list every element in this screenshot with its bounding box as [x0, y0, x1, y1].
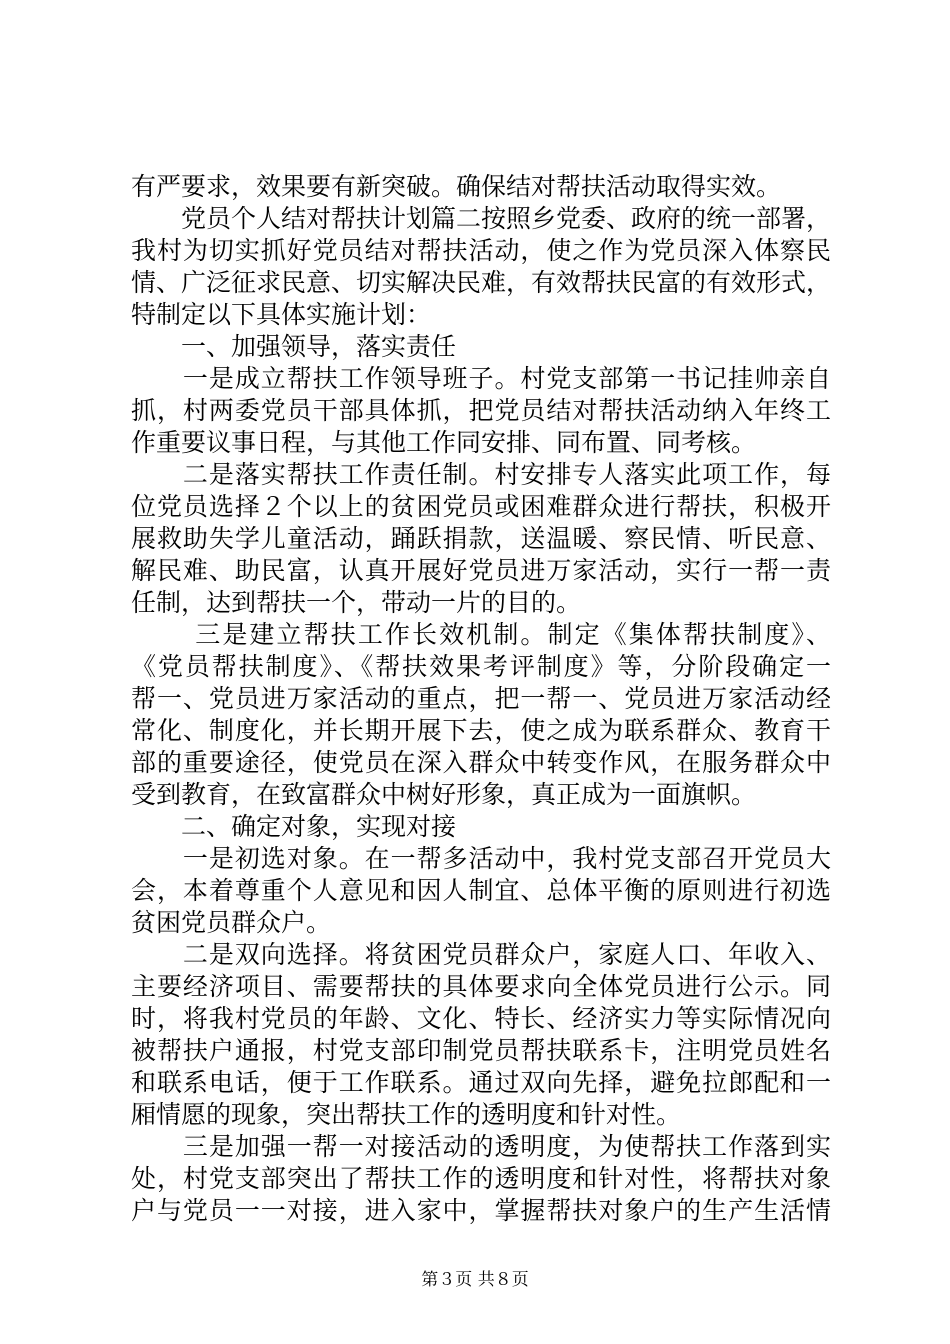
text-line: 时，将我村党员的年龄、文化、特长、经济实力等实际情况向	[131, 1004, 831, 1033]
text-line: 三是加强一帮一对接活动的透明度，为使帮扶工作落到实	[131, 1132, 831, 1161]
section-heading: 一、加强领导，落实责任	[131, 332, 457, 361]
text-line: 有严要求，效果要有新突破。确保结对帮扶活动取得实效。	[131, 172, 782, 201]
text-line: 被帮扶户通报，村党支部印制党员帮扶联系卡，注明党员姓名	[131, 1036, 831, 1065]
text-line: 解民难、助民富，认真开展好党员进万家活动，实行一帮一责	[131, 556, 831, 585]
text-line: 展救助失学儿童活动，踊跃捐款，送温暖、察民情、听民意、	[131, 524, 831, 553]
text-line: 抓，村两委党员干部具体抓，把党员结对帮扶活动纳入年终工	[131, 396, 831, 425]
page-footer: 第３页 共８页	[421, 1270, 529, 1290]
text-line: 一是初选对象。在一帮多活动中，我村党支部召开党员大	[131, 844, 831, 873]
text-line: 受到教育，在致富群众中树好形象，真正成为一面旗帜。	[131, 780, 757, 809]
text-line: 情、广泛征求民意、切实解决民难，有效帮扶民富的有效形式，	[131, 268, 832, 297]
text-line: 二是双向选择。将贫困党员群众户，家庭人口、年收入、	[131, 940, 831, 969]
text-line: 部的重要途径，使党员在深入群众中转变作风，在服务群众中	[131, 748, 831, 777]
text-line: 我村为切实抓好党员结对帮扶活动，使之作为党员深入体察民	[131, 236, 831, 265]
text-line: 二是落实帮扶工作责任制。村安排专人落实此项工作，每	[131, 460, 831, 489]
text-line: 位党员选择２个以上的贫困党员或困难群众进行帮扶，积极开	[131, 492, 831, 521]
text-line: 会，本着尊重个人意见和因人制宜、总体平衡的原则进行初选	[131, 876, 831, 905]
text-line: 一是成立帮扶工作领导班子。村党支部第一书记挂帅亲自	[131, 364, 831, 393]
text-line: 主要经济项目、需要帮扶的具体要求向全体党员进行公示。同	[131, 972, 831, 1001]
text-line: 帮一、党员进万家活动的重点，把一帮一、党员进万家活动经	[131, 684, 831, 713]
text-line: 作重要议事日程，与其他工作同安排、同布置、同考核。	[131, 428, 757, 457]
text-line: 特制定以下具体实施计划：	[131, 300, 432, 329]
text-line: 常化、制度化，并长期开展下去，使之成为联系群众、教育干	[131, 716, 831, 745]
text-line: 户与党员一一对接，进入家中，掌握帮扶对象户的生产生活情	[131, 1196, 831, 1225]
text-line: 任制，达到帮扶一个，带动一片的目的。	[131, 588, 582, 617]
section-heading: 二、确定对象，实现对接	[131, 812, 457, 841]
text-line: 处，村党支部突出了帮扶工作的透明度和针对性，将帮扶对象	[131, 1164, 831, 1193]
text-line: 厢情愿的现象，突出帮扶工作的透明度和针对性。	[131, 1100, 682, 1129]
text-line: 《党员帮扶制度》、《帮扶效果考评制度》等，分阶段确定一	[131, 652, 831, 681]
text-line: 党员个人结对帮扶计划篇二按照乡党委、政府的统一部署，	[131, 204, 832, 233]
text-line: 和联系电话，便于工作联系。通过双向先择，避免拉郎配和一	[131, 1068, 831, 1097]
text-line: 三是建立帮扶工作长效机制。制定《集体帮扶制度》、	[131, 620, 831, 649]
text-line: 贫困党员群众户。	[131, 908, 332, 937]
